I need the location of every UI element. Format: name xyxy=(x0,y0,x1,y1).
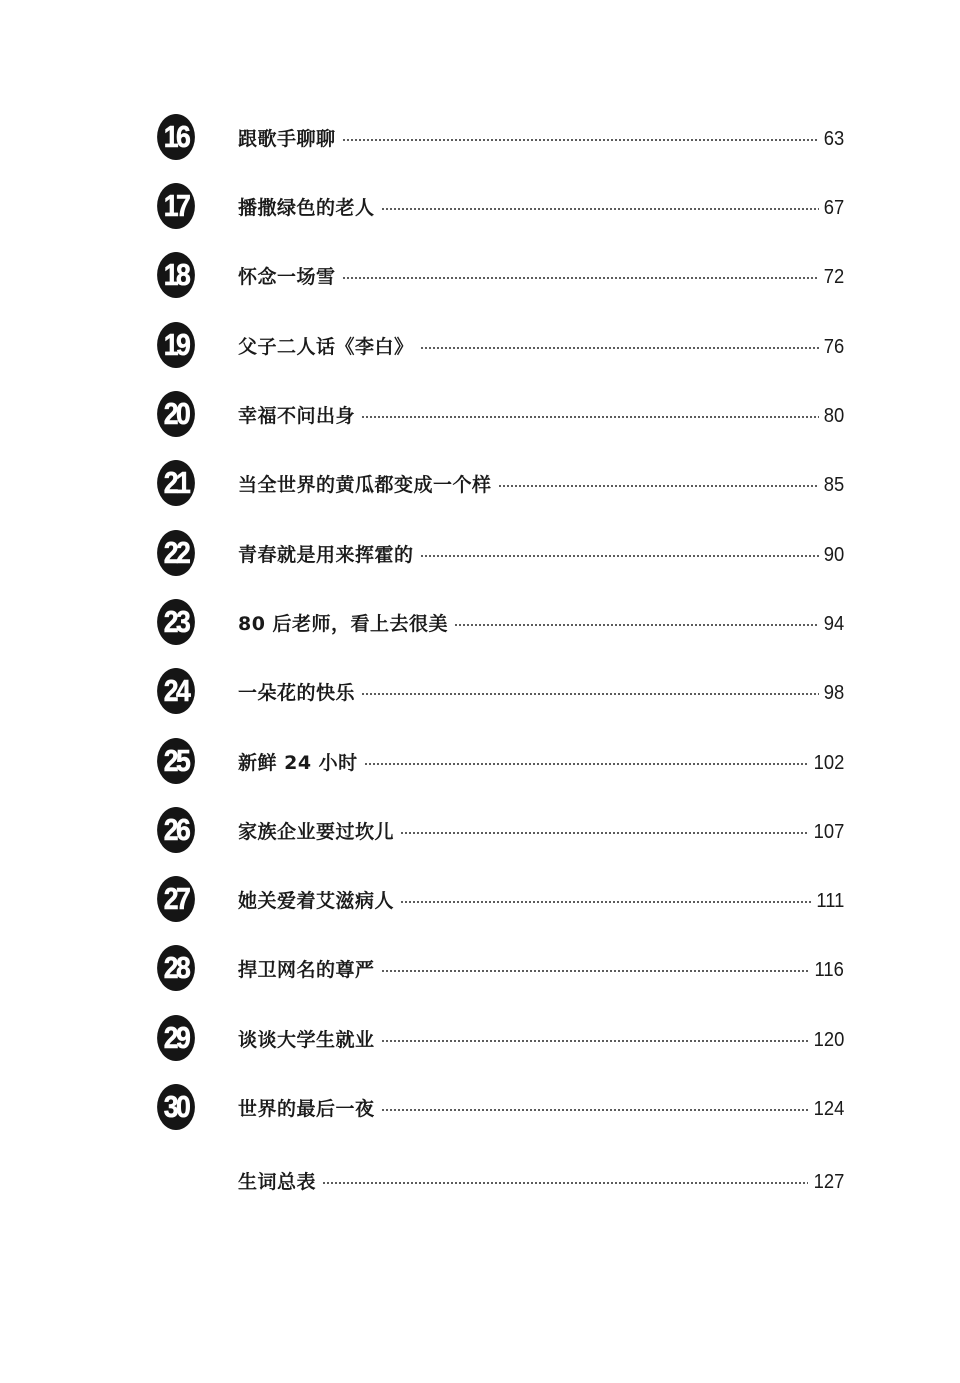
page-number: 76 xyxy=(823,336,844,358)
dot-leader xyxy=(381,1109,808,1111)
page-number: 85 xyxy=(823,474,844,496)
chapter-title: 世界的最后一夜 xyxy=(238,1098,375,1120)
dot-leader xyxy=(420,555,819,557)
chapter-title: 父子二人话《李白》 xyxy=(238,336,414,358)
toc-entry[interactable] xyxy=(150,252,844,302)
dot-leader xyxy=(454,624,819,626)
page-number: 102 xyxy=(813,752,844,774)
toc-entry-appendix[interactable] xyxy=(150,1157,844,1207)
dot-leader xyxy=(400,832,808,834)
chapter-number-badge: 28 xyxy=(157,945,195,991)
chapter-number-badge: 27 xyxy=(157,876,195,922)
toc-entry[interactable] xyxy=(150,738,844,788)
dot-leader xyxy=(400,901,811,903)
chapter-title: 80 后老师，看上去很美 xyxy=(238,613,449,635)
chapter-title: 跟歌手聊聊 xyxy=(238,128,336,150)
dot-leader xyxy=(381,970,810,972)
chapter-number-badge: 16 xyxy=(157,114,195,160)
toc-entry[interactable] xyxy=(150,876,844,926)
toc-entry[interactable] xyxy=(150,668,844,718)
page-number: 107 xyxy=(813,821,844,843)
toc-entry[interactable] xyxy=(150,807,844,857)
page-number: 116 xyxy=(814,959,844,981)
chapter-title: 一朵花的快乐 xyxy=(238,682,356,704)
chapter-number-badge: 22 xyxy=(157,530,195,576)
chapter-title: 播撒绿色的老人 xyxy=(238,197,375,219)
page-number: 94 xyxy=(823,613,844,635)
chapter-number-badge: 26 xyxy=(157,807,195,853)
page-number: 72 xyxy=(823,266,844,288)
toc-entry[interactable] xyxy=(150,945,844,995)
chapter-title: 怀念一场雪 xyxy=(238,266,336,288)
dot-leader xyxy=(361,693,819,695)
chapter-number-badge: 23 xyxy=(157,599,195,645)
chapter-title: 幸福不问出身 xyxy=(238,405,356,427)
toc-entry[interactable] xyxy=(150,599,844,649)
chapter-number-badge: 25 xyxy=(157,738,195,784)
dot-leader xyxy=(498,485,819,487)
dot-leader xyxy=(364,763,808,765)
page-number: 124 xyxy=(813,1098,844,1120)
page-number: 63 xyxy=(823,128,844,150)
chapter-title: 当全世界的黄瓜都变成一个样 xyxy=(238,474,492,496)
toc-entry[interactable] xyxy=(150,183,844,233)
page-number: 120 xyxy=(813,1029,844,1051)
toc-entry[interactable] xyxy=(150,1084,844,1134)
chapter-number-badge: 17 xyxy=(157,183,195,229)
dot-leader xyxy=(381,208,819,210)
chapter-title: 青春就是用来挥霍的 xyxy=(238,544,414,566)
dot-leader xyxy=(322,1182,808,1184)
chapter-number-badge: 29 xyxy=(157,1015,195,1061)
toc-entry[interactable] xyxy=(150,530,844,580)
toc-entry[interactable] xyxy=(150,1015,844,1065)
dot-leader xyxy=(342,277,819,279)
toc-entry[interactable] xyxy=(150,391,844,441)
toc-entry[interactable] xyxy=(150,460,844,510)
dot-leader xyxy=(420,347,819,349)
dot-leader xyxy=(361,416,819,418)
toc-entry[interactable] xyxy=(150,114,844,164)
chapter-title: 她关爱着艾滋病人 xyxy=(238,890,395,912)
chapter-number-badge: 20 xyxy=(157,391,195,437)
page-number: 127 xyxy=(813,1171,844,1193)
chapter-title: 家族企业要过坎儿 xyxy=(238,821,395,843)
chapter-number-badge: 21 xyxy=(157,460,195,506)
dot-leader xyxy=(381,1040,808,1042)
chapter-title: 谈谈大学生就业 xyxy=(238,1029,375,1051)
chapter-title: 新鲜 24 小时 xyxy=(238,752,358,774)
page-number: 67 xyxy=(823,197,844,219)
chapter-title: 捍卫网名的尊严 xyxy=(238,959,375,981)
page-number: 90 xyxy=(823,544,844,566)
chapter-number-badge: 18 xyxy=(157,252,195,298)
page-number: 111 xyxy=(816,890,844,912)
chapter-number-badge: 19 xyxy=(157,322,195,368)
chapter-number-badge: 24 xyxy=(157,668,195,714)
dot-leader xyxy=(342,139,819,141)
chapter-number-badge: 30 xyxy=(157,1084,195,1130)
page-number: 98 xyxy=(823,682,844,704)
appendix-title: 生词总表 xyxy=(238,1171,317,1193)
page-number: 80 xyxy=(823,405,844,427)
toc-entry[interactable] xyxy=(150,322,844,372)
